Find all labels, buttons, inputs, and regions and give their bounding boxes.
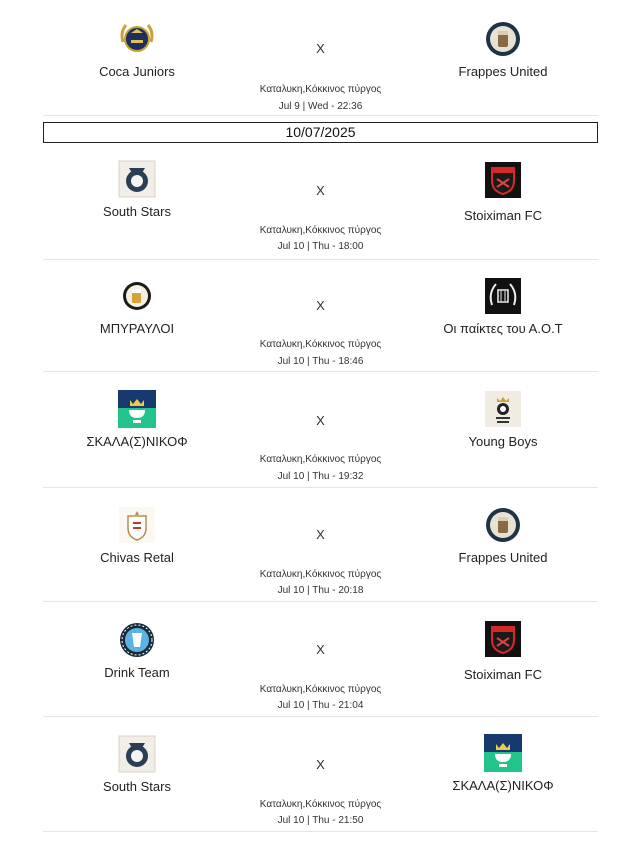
- away-team-name: Frappes United: [458, 550, 548, 565]
- home-team-name: South Stars: [103, 204, 171, 219]
- vs-label: X: [316, 41, 325, 56]
- match-row[interactable]: [43, 490, 598, 602]
- away-team[interactable]: [413, 734, 593, 793]
- away-team[interactable]: [413, 158, 593, 223]
- away-team[interactable]: [413, 390, 593, 449]
- vs-label: X: [316, 757, 325, 772]
- home-team-name: ΜΠΥΡΑΥΛΟΙ: [99, 321, 175, 336]
- match-venue: Καταλυκη,Κόκκινος πύργος: [259, 225, 382, 236]
- away-team[interactable]: [413, 617, 593, 682]
- home-team-name: Coca Juniors: [99, 64, 175, 79]
- match-venue: Καταλυκη,Κόκκινος πύργος: [259, 569, 382, 580]
- vs-label: X: [316, 642, 325, 657]
- match-row[interactable]: [43, 376, 598, 488]
- match-time: Jul 10 | Thu - 18:00: [277, 241, 364, 252]
- match-venue: Καταλυκη,Κόκκινος πύργος: [259, 454, 382, 465]
- match-row[interactable]: [43, 148, 598, 260]
- stoiximan-fc-shield-icon: [484, 158, 522, 202]
- frappes-united-badge-icon: [484, 20, 522, 58]
- away-team[interactable]: [413, 20, 593, 79]
- frappes-united-badge-icon: [484, 506, 522, 544]
- match-venue: Καταλυκη,Κόκκινος πύργος: [259, 684, 382, 695]
- home-team-name: ΣΚΑΛΑ(Σ)ΝΙΚΟΦ: [86, 434, 188, 449]
- skalasnikof-trophy-icon: [484, 734, 522, 772]
- match-venue: Καταλυκη,Κόκκινος πύργος: [259, 84, 382, 95]
- vs-label: X: [316, 298, 325, 313]
- home-team-name: Drink Team: [104, 665, 170, 680]
- away-team-name: Stoiximan FC: [463, 208, 543, 223]
- stoiximan-fc-shield-icon: [484, 617, 522, 661]
- away-team-name: Stoiximan FC: [463, 667, 543, 682]
- away-team-name: Οι παίκτες του Α.Ο.Τ: [443, 321, 563, 336]
- aot-wreath-badge-icon: [484, 277, 522, 315]
- match-time: Jul 10 | Thu - 18:46: [277, 356, 364, 367]
- home-team-name: South Stars: [103, 779, 171, 794]
- match-time: Jul 9 | Wed - 22:36: [278, 101, 363, 112]
- away-team-name: Young Boys: [468, 434, 538, 449]
- match-venue: Καταλυκη,Κόκκινος πύργος: [259, 339, 382, 350]
- date-header: 10/07/2025: [43, 122, 598, 143]
- away-team-name: ΣΚΑΛΑ(Σ)ΝΙΚΟΦ: [452, 778, 554, 793]
- match-venue: Καταλυκη,Κόκκινος πύργος: [259, 799, 382, 810]
- vs-label: X: [316, 527, 325, 542]
- away-team[interactable]: [413, 506, 593, 565]
- match-row[interactable]: [43, 260, 598, 372]
- match-time: Jul 10 | Thu - 19:32: [277, 471, 364, 482]
- match-row[interactable]: [43, 4, 598, 116]
- vs-label: X: [316, 413, 325, 428]
- away-team-name: Frappes United: [458, 64, 548, 79]
- vs-label: X: [316, 183, 325, 198]
- away-team[interactable]: [413, 277, 593, 336]
- match-time: Jul 10 | Thu - 21:50: [277, 815, 364, 826]
- match-time: Jul 10 | Thu - 20:18: [277, 585, 364, 596]
- home-team-name: Chivas Retal: [100, 550, 174, 565]
- match-row[interactable]: [43, 720, 598, 832]
- young-boys-crest-icon: [484, 390, 522, 428]
- match-time: Jul 10 | Thu - 21:04: [277, 700, 364, 711]
- match-row[interactable]: [43, 605, 598, 717]
